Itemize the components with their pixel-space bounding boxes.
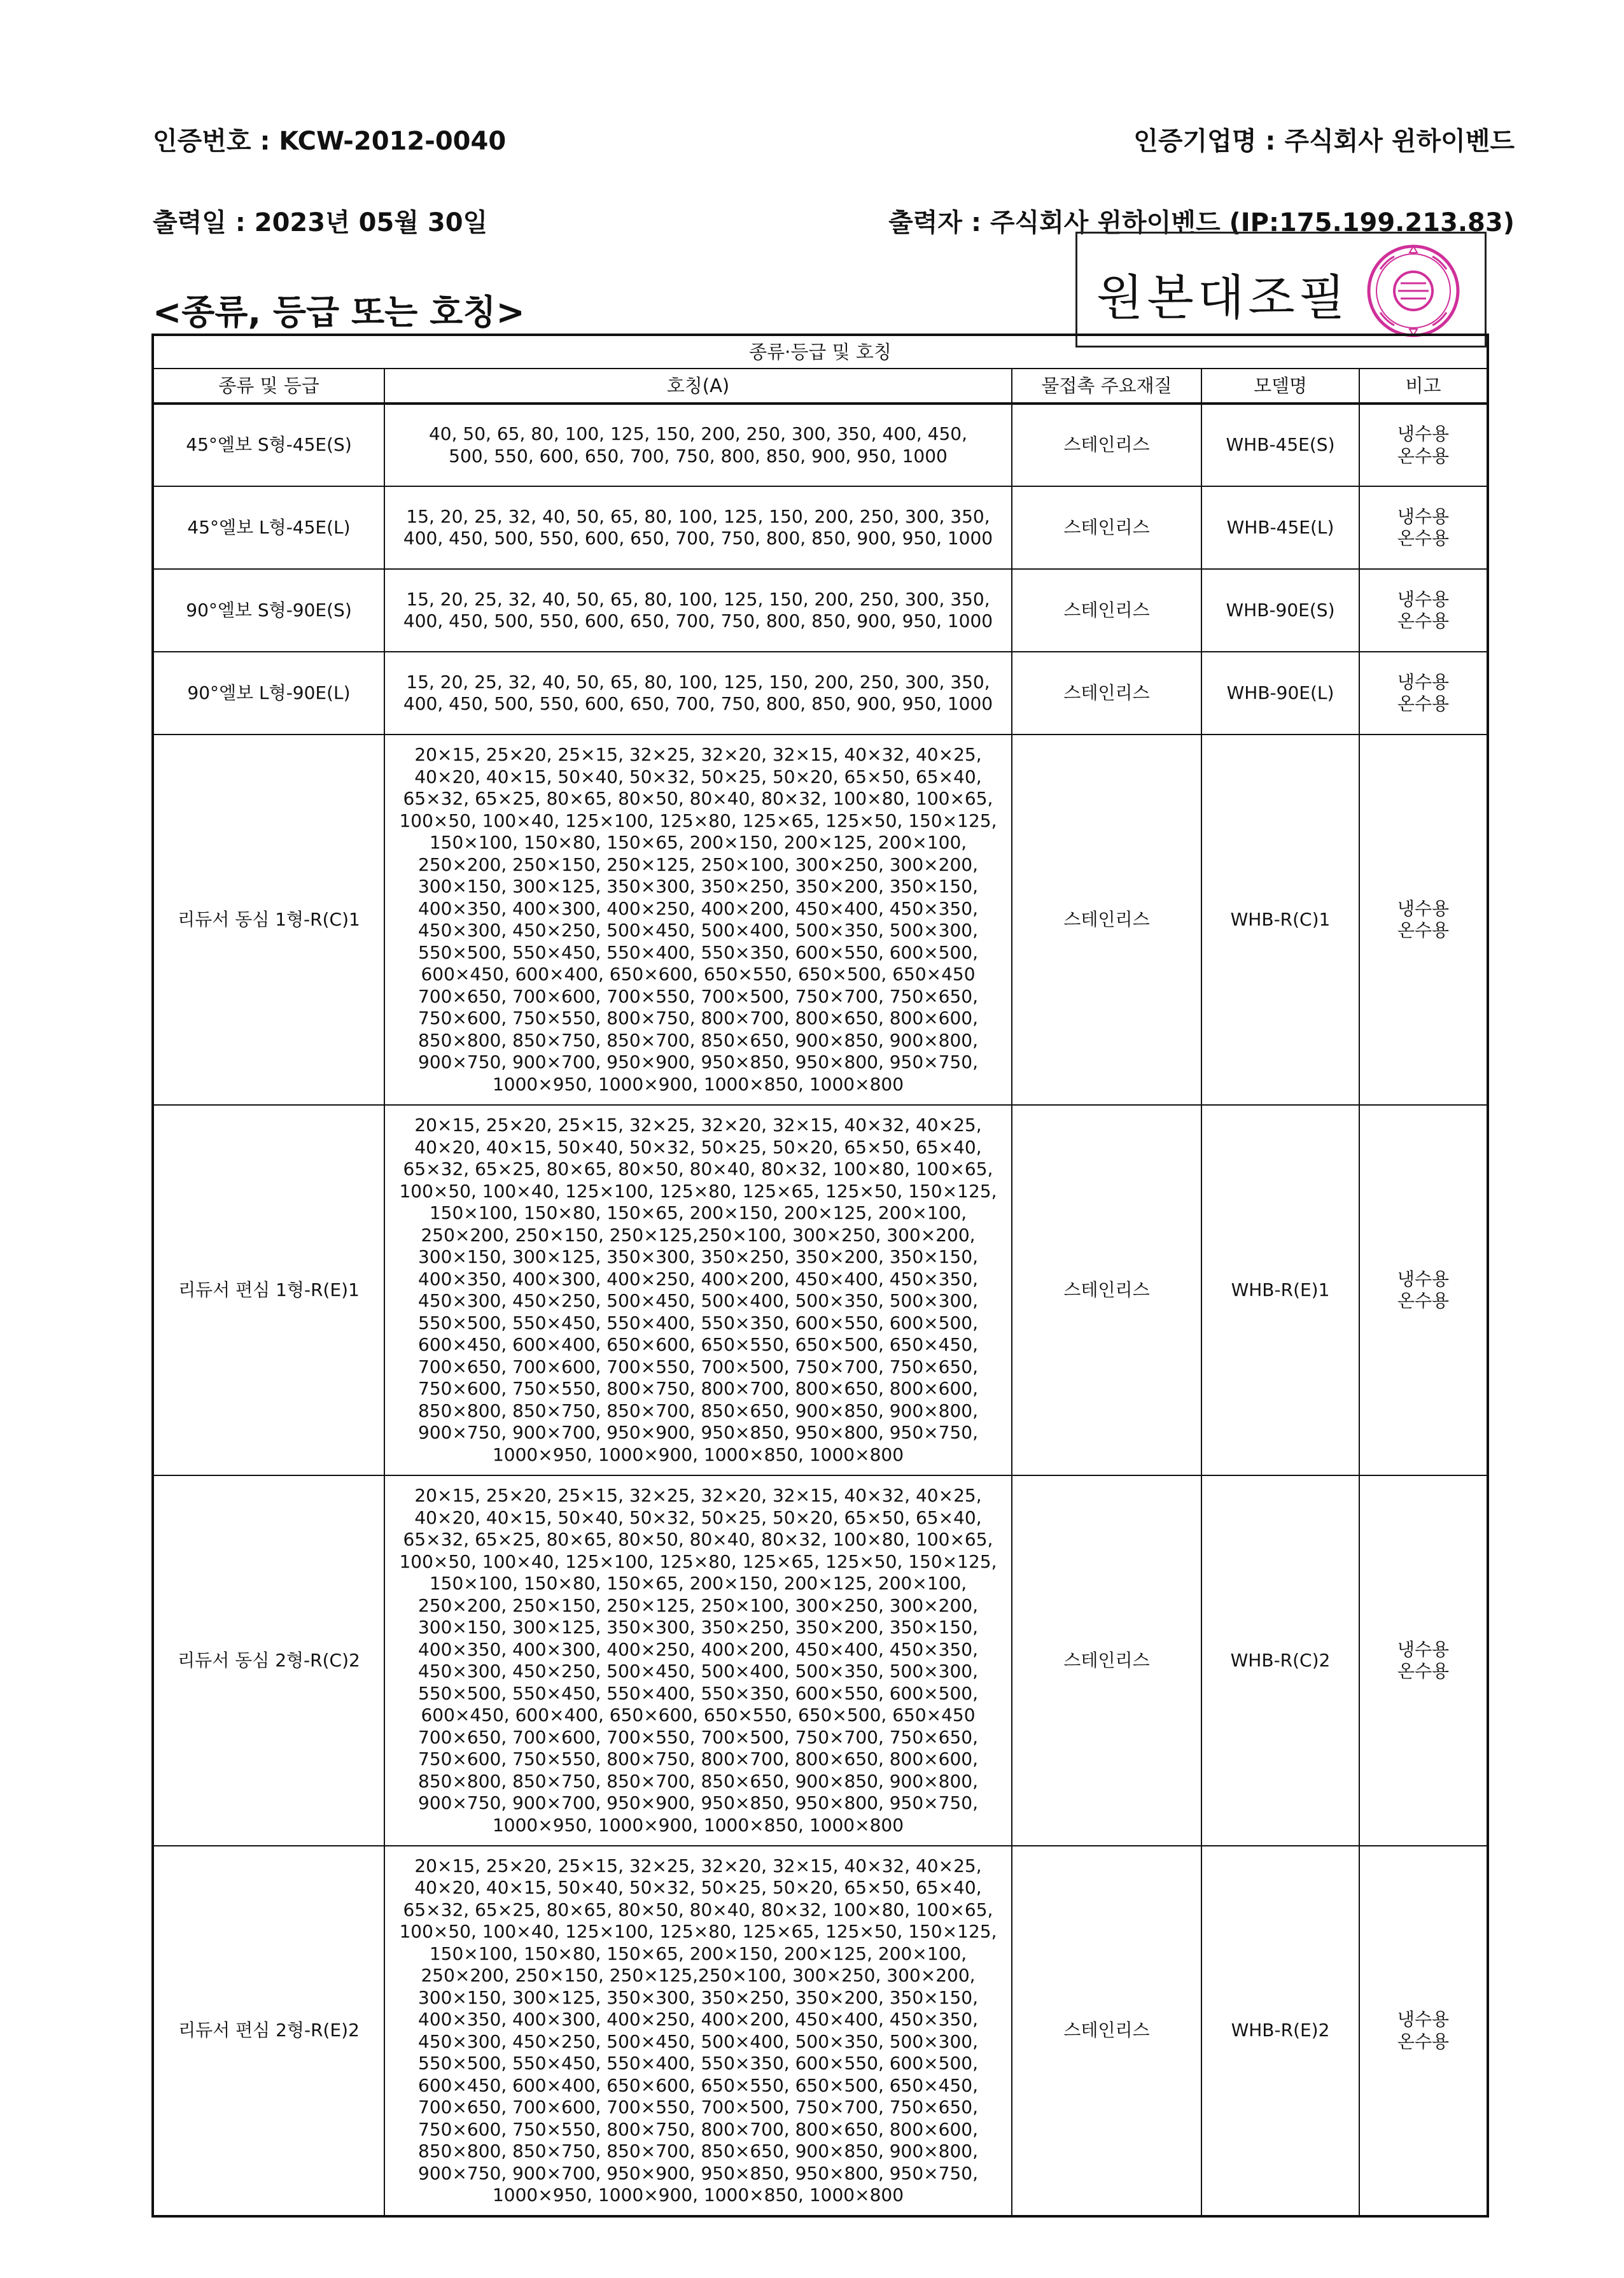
remarks-cell: 냉수용 온수용 <box>1359 735 1488 1105</box>
print-date: 출력일 : 2023년 05월 30일 <box>153 208 488 237</box>
remarks-cell: 냉수용 온수용 <box>1359 1846 1488 2216</box>
model-cell: WHB-R(E)1 <box>1201 1105 1359 1475</box>
column-header-nominal: 호칭(A) <box>384 369 1012 404</box>
nominal-cell: 20×15, 25×20, 25×15, 32×25, 32×20, 32×15, 40×32, 40×25, 40×20, 40×15, 50×40, 50×32, 50×25, 50×20, 65×50, 65×40, 65×32, 65×25, 80×65, 80×50, 80×40, 80×32, 100×80, 100×65, 100×50, 100×40, 125×100, 125×80, 125×65, 125×50, 150×125, 150×100, 150×80, 150×65, 200×150, 200×125, 200×100, 250×200, 250×150, 250×125,250×100, 300×250, 300×200, 300×150, 300×125, 350×300, 350×250, 350×200, 350×150, 400×350, 400×300, 400×250, 400×200, 450×400, 450×350, 450×300, 450×250, 500×450, 500×400, 500×350, 500×300, 550×500, 550×450, 550×400, 550×350, 600×550, 600×500, 600×450, 600×400, 650×600, 650×550, 650×500, 650×450, 700×650, 700×600, 700×550, 700×500, 750×700, 750×650, 750×600, 750×550, 800×750, 800×700, 800×650, 800×600, 850×800, 850×750, 850×700, 850×650, 900×850, 900×800, 900×750, 900×700, 950×900, 950×850, 950×800, 950×750, 1000×950, 1000×900, 1000×850, 1000×800 <box>384 1105 1012 1475</box>
table-row <box>153 735 1488 1105</box>
table-caption: 종류·등급 및 호칭 <box>153 335 1488 369</box>
table-row <box>153 1846 1488 2216</box>
model-cell: WHB-R(C)1 <box>1201 735 1359 1105</box>
nominal-cell: 15, 20, 25, 32, 40, 50, 65, 80, 100, 125, 150, 200, 250, 300, 350, 400, 450, 500, 550, 600, 650, 700, 750, 800, 850, 900, 950, 1000 <box>384 569 1012 652</box>
model-cell: WHB-45E(S) <box>1201 404 1359 486</box>
nominal-cell: 20×15, 25×20, 25×15, 32×25, 32×20, 32×15, 40×32, 40×25, 40×20, 40×15, 50×40, 50×32, 50×25, 50×20, 65×50, 65×40, 65×32, 65×25, 80×65, 80×50, 80×40, 80×32, 100×80, 100×65, 100×50, 100×40, 125×100, 125×80, 125×65, 125×50, 150×125, 150×100, 150×80, 150×65, 200×150, 200×125, 200×100, 250×200, 250×150, 250×125,250×100, 300×250, 300×200, 300×150, 300×125, 350×300, 350×250, 350×200, 350×150, 400×350, 400×300, 400×250, 400×200, 450×400, 450×350, 450×300, 450×250, 500×450, 500×400, 500×350, 500×300, 550×500, 550×450, 550×400, 550×350, 600×550, 600×500, 600×450, 600×400, 650×600, 650×550, 650×500, 650×450, 700×650, 700×600, 700×550, 700×500, 750×700, 750×650, 750×600, 750×550, 800×750, 800×700, 800×650, 800×600, 850×800, 850×750, 850×700, 850×650, 900×850, 900×800, 900×750, 900×700, 950×900, 950×850, 950×800, 950×750, 1000×950, 1000×900, 1000×850, 1000×800 <box>384 1846 1012 2216</box>
type-cell: 45°엘보 S형-45E(S) <box>153 404 384 486</box>
type-cell: 90°엘보 S형-90E(S) <box>153 569 384 652</box>
remarks-cell: 냉수용 온수용 <box>1359 1475 1488 1846</box>
model-cell: WHB-R(C)2 <box>1201 1475 1359 1846</box>
remarks-cell: 냉수용 온수용 <box>1359 404 1488 486</box>
certification-number: 인증번호 : KCW-2012-0040 <box>153 127 507 156</box>
material-cell: 스테인리스 <box>1012 652 1201 735</box>
material-cell: 스테인리스 <box>1012 404 1201 486</box>
original-verified-stamp <box>1075 232 1487 348</box>
type-cell: 리듀서 편심 1형-R(E)1 <box>153 1105 384 1475</box>
nominal-cell: 20×15, 25×20, 25×15, 32×25, 32×20, 32×15, 40×32, 40×25, 40×20, 40×15, 50×40, 50×32, 50×25, 50×20, 65×50, 65×40, 65×32, 65×25, 80×65, 80×50, 80×40, 80×32, 100×80, 100×65, 100×50, 100×40, 125×100, 125×80, 125×65, 125×50, 150×125, 150×100, 150×80, 150×65, 200×150, 200×125, 200×100, 250×200, 250×150, 250×125, 250×100, 300×250, 300×200, 300×150, 300×125, 350×300, 350×250, 350×200, 350×150, 400×350, 400×300, 400×250, 400×200, 450×400, 450×350, 450×300, 450×250, 500×450, 500×400, 500×350, 500×300, 550×500, 550×450, 550×400, 550×350, 600×550, 600×500, 600×450, 600×400, 650×600, 650×550, 650×500, 650×450 700×650, 700×600, 700×550, 700×500, 750×700, 750×650, 750×600, 750×550, 800×750, 800×700, 800×650, 800×600, 850×800, 850×750, 850×700, 850×650, 900×850, 900×800, 900×750, 900×700, 950×900, 950×850, 950×800, 950×750, 1000×950, 1000×900, 1000×850, 1000×800 <box>384 735 1012 1105</box>
table-row <box>153 1105 1488 1475</box>
section-title: <종류, 등급 또는 호칭> <box>153 292 525 332</box>
table-row <box>153 652 1488 735</box>
remarks-cell: 냉수용 온수용 <box>1359 652 1488 735</box>
material-cell: 스테인리스 <box>1012 486 1201 569</box>
model-cell: WHB-R(E)2 <box>1201 1846 1359 2216</box>
remarks-cell: 냉수용 온수용 <box>1359 569 1488 652</box>
stamp-text: 원본대조필 <box>1096 269 1350 326</box>
nominal-cell: 15, 20, 25, 32, 40, 50, 65, 80, 100, 125, 150, 200, 250, 300, 350, 400, 450, 500, 550, 600, 650, 700, 750, 800, 850, 900, 950, 1000 <box>384 652 1012 735</box>
material-cell: 스테인리스 <box>1012 1846 1201 2216</box>
column-header-type: 종류 및 등급 <box>153 369 384 404</box>
type-cell: 90°엘보 L형-90E(L) <box>153 652 384 735</box>
certified-company-name: 인증기업명 : 주식회사 윈하이벤드 <box>1133 127 1515 156</box>
column-header-material: 물접촉 주요재질 <box>1012 369 1201 404</box>
material-cell: 스테인리스 <box>1012 569 1201 652</box>
printed-by: 출력자 : 주식회사 윈하이벤드 (IP:175.199.213.83) <box>888 208 1515 237</box>
remarks-cell: 냉수용 온수용 <box>1359 1105 1488 1475</box>
nominal-cell: 20×15, 25×20, 25×15, 32×25, 32×20, 32×15, 40×32, 40×25, 40×20, 40×15, 50×40, 50×32, 50×25, 50×20, 65×50, 65×40, 65×32, 65×25, 80×65, 80×50, 80×40, 80×32, 100×80, 100×65, 100×50, 100×40, 125×100, 125×80, 125×65, 125×50, 150×125, 150×100, 150×80, 150×65, 200×150, 200×125, 200×100, 250×200, 250×150, 250×125, 250×100, 300×250, 300×200, 300×150, 300×125, 350×300, 350×250, 350×200, 350×150, 400×350, 400×300, 400×250, 400×200, 450×400, 450×350, 450×300, 450×250, 500×450, 500×400, 500×350, 500×300, 550×500, 550×450, 550×400, 550×350, 600×550, 600×500, 600×450, 600×400, 650×600, 650×550, 650×500, 650×450 700×650, 700×600, 700×550, 700×500, 750×700, 750×650, 750×600, 750×550, 800×750, 800×700, 800×650, 800×600, 850×800, 850×750, 850×700, 850×650, 900×850, 900×800, 900×750, 900×700, 950×900, 950×850, 950×800, 950×750, 1000×950, 1000×900, 1000×850, 1000×800 <box>384 1475 1012 1846</box>
column-header-remarks: 비고 <box>1359 369 1488 404</box>
model-cell: WHB-90E(S) <box>1201 569 1359 652</box>
company-seal-icon <box>1362 237 1464 344</box>
table-row <box>153 1475 1488 1846</box>
table-row <box>153 486 1488 569</box>
type-cell: 리듀서 편심 2형-R(E)2 <box>153 1846 384 2216</box>
specification-table <box>151 334 1489 2218</box>
nominal-cell: 40, 50, 65, 80, 100, 125, 150, 200, 250, 300, 350, 400, 450, 500, 550, 600, 650, 700, 750, 800, 850, 900, 950, 1000 <box>384 404 1012 486</box>
table-row <box>153 569 1488 652</box>
material-cell: 스테인리스 <box>1012 1105 1201 1475</box>
model-cell: WHB-45E(L) <box>1201 486 1359 569</box>
nominal-cell: 15, 20, 25, 32, 40, 50, 65, 80, 100, 125, 150, 200, 250, 300, 350, 400, 450, 500, 550, 600, 650, 700, 750, 800, 850, 900, 950, 1000 <box>384 486 1012 569</box>
remarks-cell: 냉수용 온수용 <box>1359 486 1488 569</box>
type-cell: 리듀서 동심 2형-R(C)2 <box>153 1475 384 1846</box>
table-row <box>153 404 1488 486</box>
material-cell: 스테인리스 <box>1012 1475 1201 1846</box>
model-cell: WHB-90E(L) <box>1201 652 1359 735</box>
type-cell: 리듀서 동심 1형-R(C)1 <box>153 735 384 1105</box>
type-cell: 45°엘보 L형-45E(L) <box>153 486 384 569</box>
column-header-model: 모델명 <box>1201 369 1359 404</box>
material-cell: 스테인리스 <box>1012 735 1201 1105</box>
